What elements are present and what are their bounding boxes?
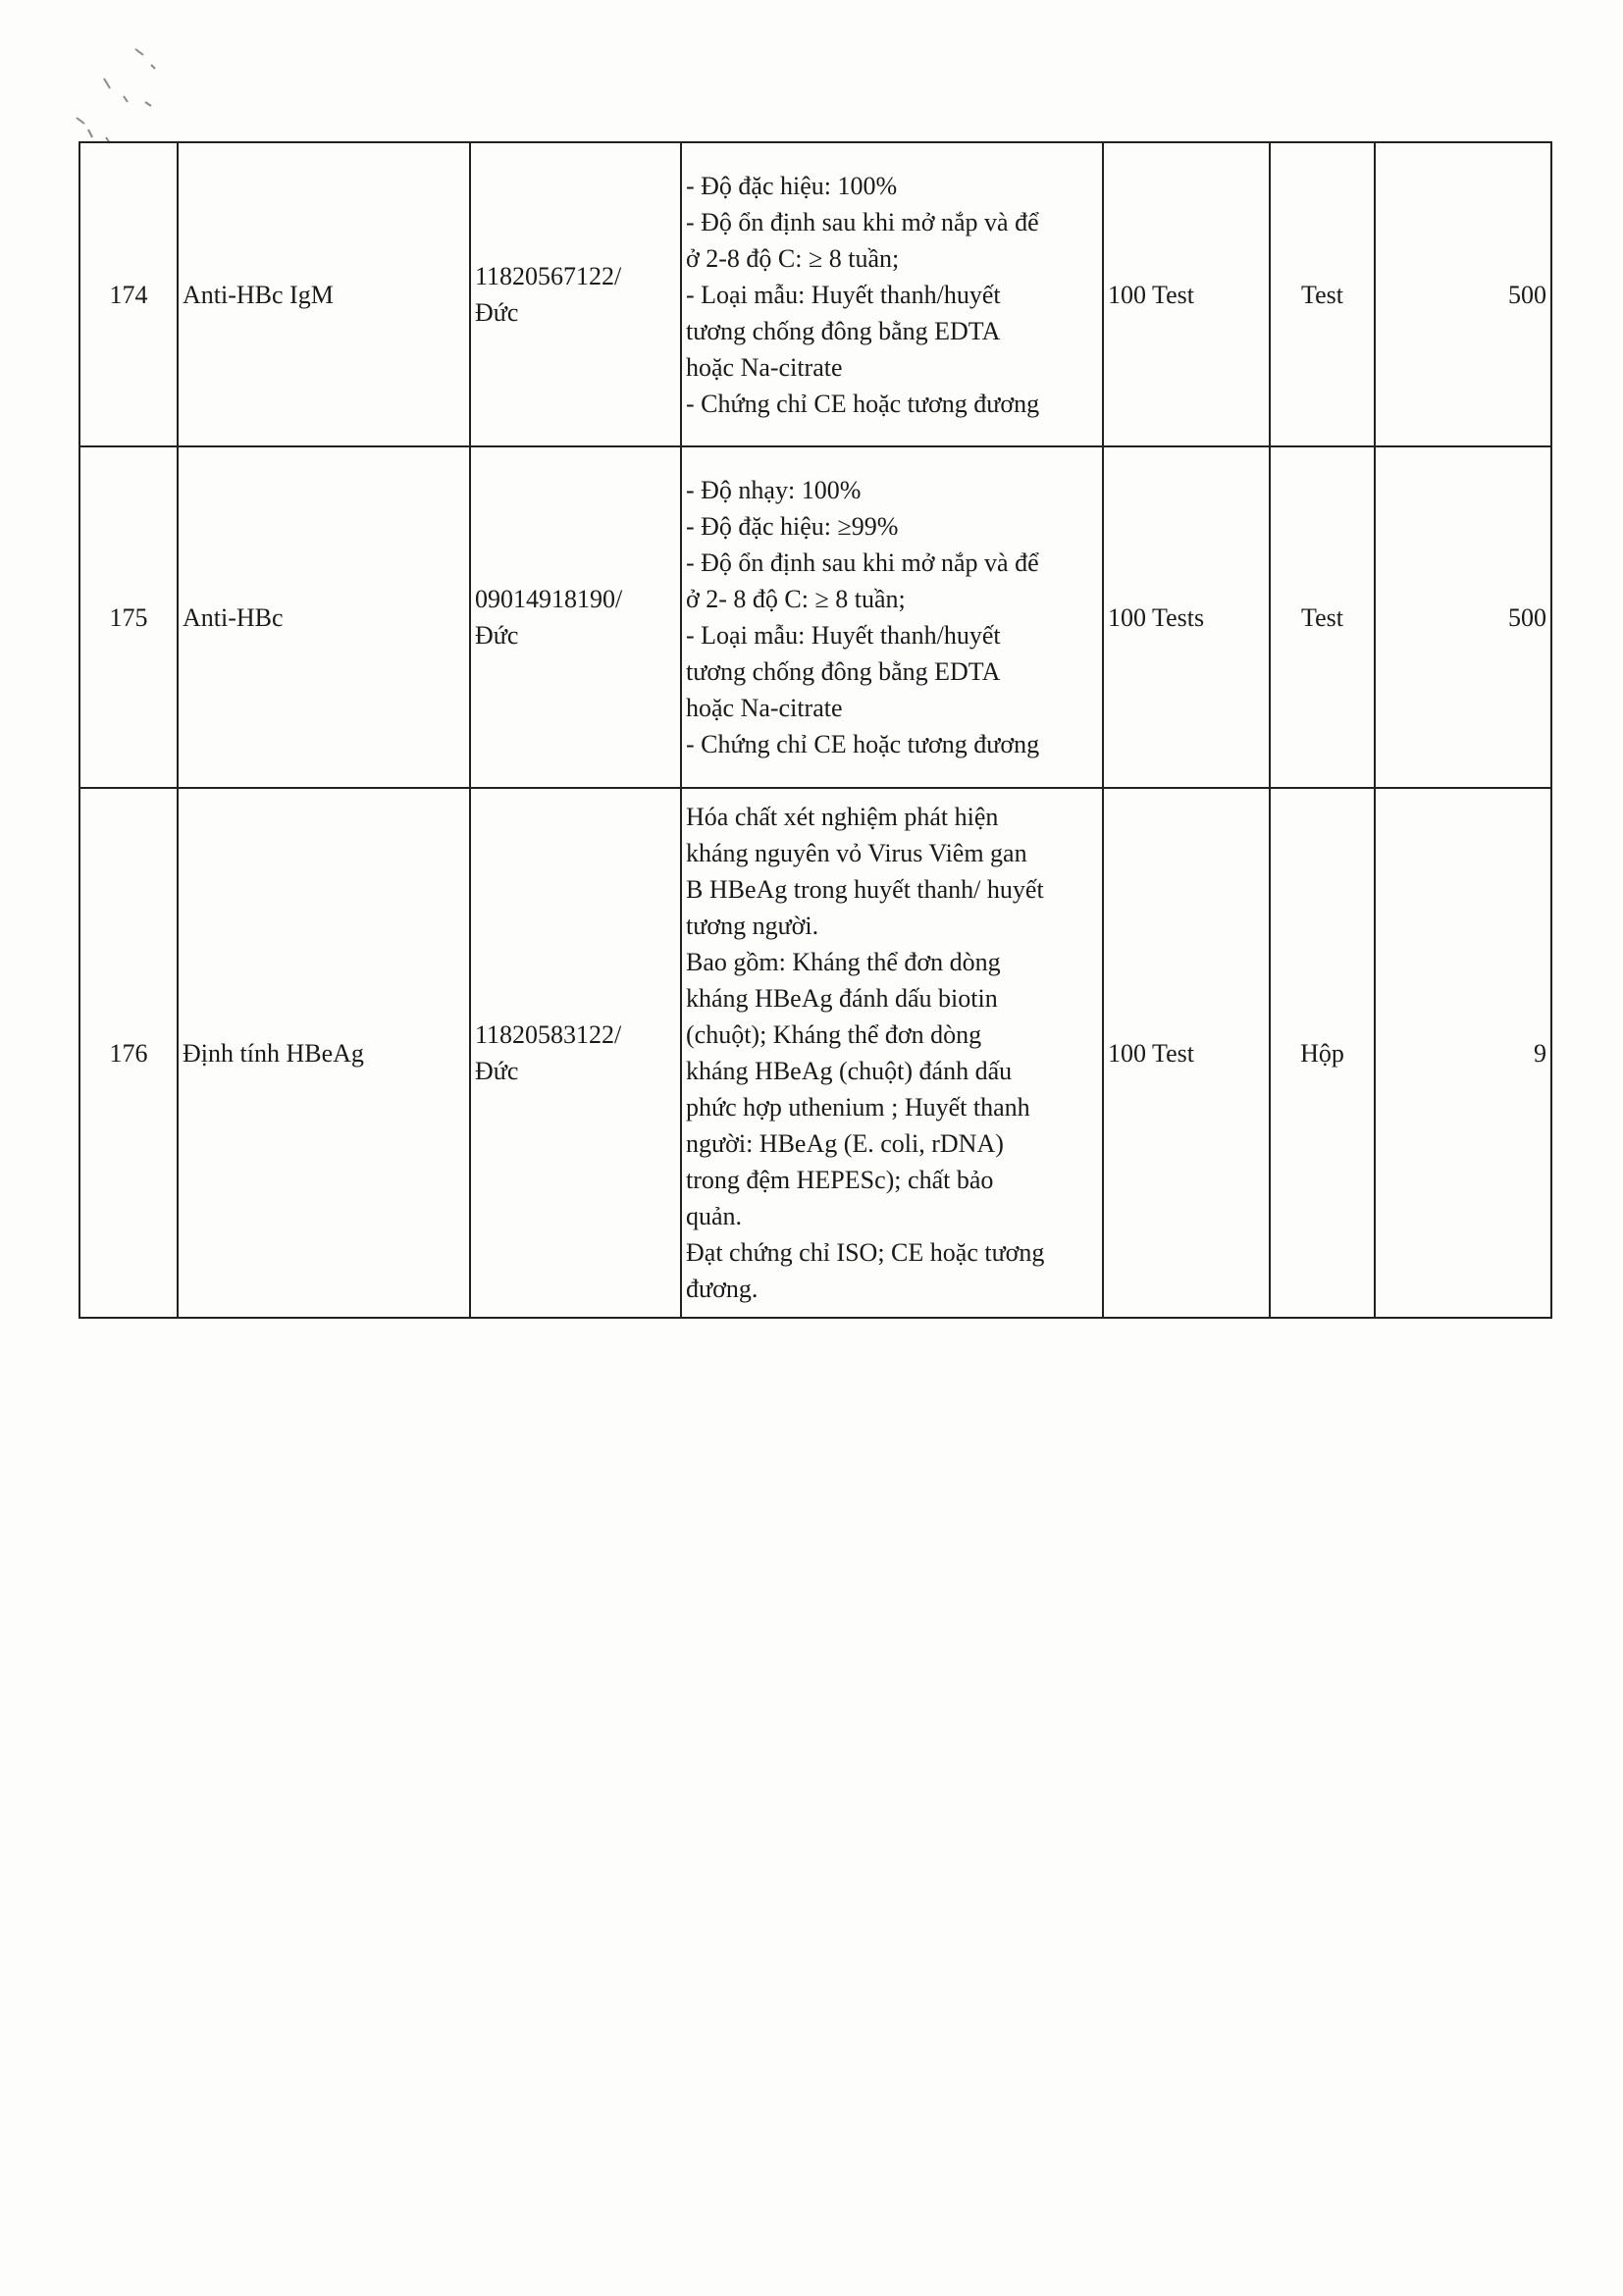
product-name: Định tính HBeAg bbox=[178, 788, 470, 1318]
row-number: 174 bbox=[79, 142, 178, 446]
product-description: Hóa chất xét nghiệm phát hiện kháng nguyên vỏ Virus Viêm gan B HBeAg trong huyết thanh/ huyết tương người. Bao gồm: Kháng thể đơn dòng kháng HBeAg đánh dấu biotin (chuột); Kháng thể đơn dòng kháng HBeAg (chuột) đánh dấu phức hợp uthenium ; Huyết thanh người: HBeAg (E. coli, rDNA) trong đệm HEPESc); chất bảo quản. Đạt chứng chỉ ISO; CE hoặc tương đương. bbox=[681, 788, 1103, 1318]
unit: Hộp bbox=[1270, 788, 1375, 1318]
packaging: 100 Test bbox=[1103, 788, 1270, 1318]
packaging: 100 Tests bbox=[1103, 446, 1270, 788]
unit: Test bbox=[1270, 142, 1375, 446]
row-number: 176 bbox=[79, 788, 178, 1318]
quantity: 500 bbox=[1375, 142, 1551, 446]
product-name: Anti-HBc IgM bbox=[178, 142, 470, 446]
product-code: 11820567122/ Đức bbox=[470, 142, 681, 446]
product-code: 09014918190/ Đức bbox=[470, 446, 681, 788]
unit: Test bbox=[1270, 446, 1375, 788]
table-row bbox=[79, 142, 1551, 446]
specification-table bbox=[79, 141, 1552, 1319]
product-code: 11820583122/ Đức bbox=[470, 788, 681, 1318]
quantity: 9 bbox=[1375, 788, 1551, 1318]
quantity: 500 bbox=[1375, 446, 1551, 788]
table-row bbox=[79, 788, 1551, 1318]
table-row bbox=[79, 446, 1551, 788]
row-number: 175 bbox=[79, 446, 178, 788]
product-name: Anti-HBc bbox=[178, 446, 470, 788]
product-description: - Độ nhạy: 100% - Độ đặc hiệu: ≥99% - Độ ổn định sau khi mở nắp và để ở 2- 8 độ C: ≥ 8 tuần; - Loại mẫu: Huyết thanh/huyết tương chống đông bằng EDTA hoặc Na-citrate - Chứng chỉ CE hoặc tương đương bbox=[681, 446, 1103, 788]
packaging: 100 Test bbox=[1103, 142, 1270, 446]
product-description: - Độ đặc hiệu: 100% - Độ ổn định sau khi mở nắp và để ở 2-8 độ C: ≥ 8 tuần; - Loại mẫu: Huyết thanh/huyết tương chống đông bằng EDTA hoặc Na-citrate - Chứng chỉ CE hoặc tương đương bbox=[681, 142, 1103, 446]
